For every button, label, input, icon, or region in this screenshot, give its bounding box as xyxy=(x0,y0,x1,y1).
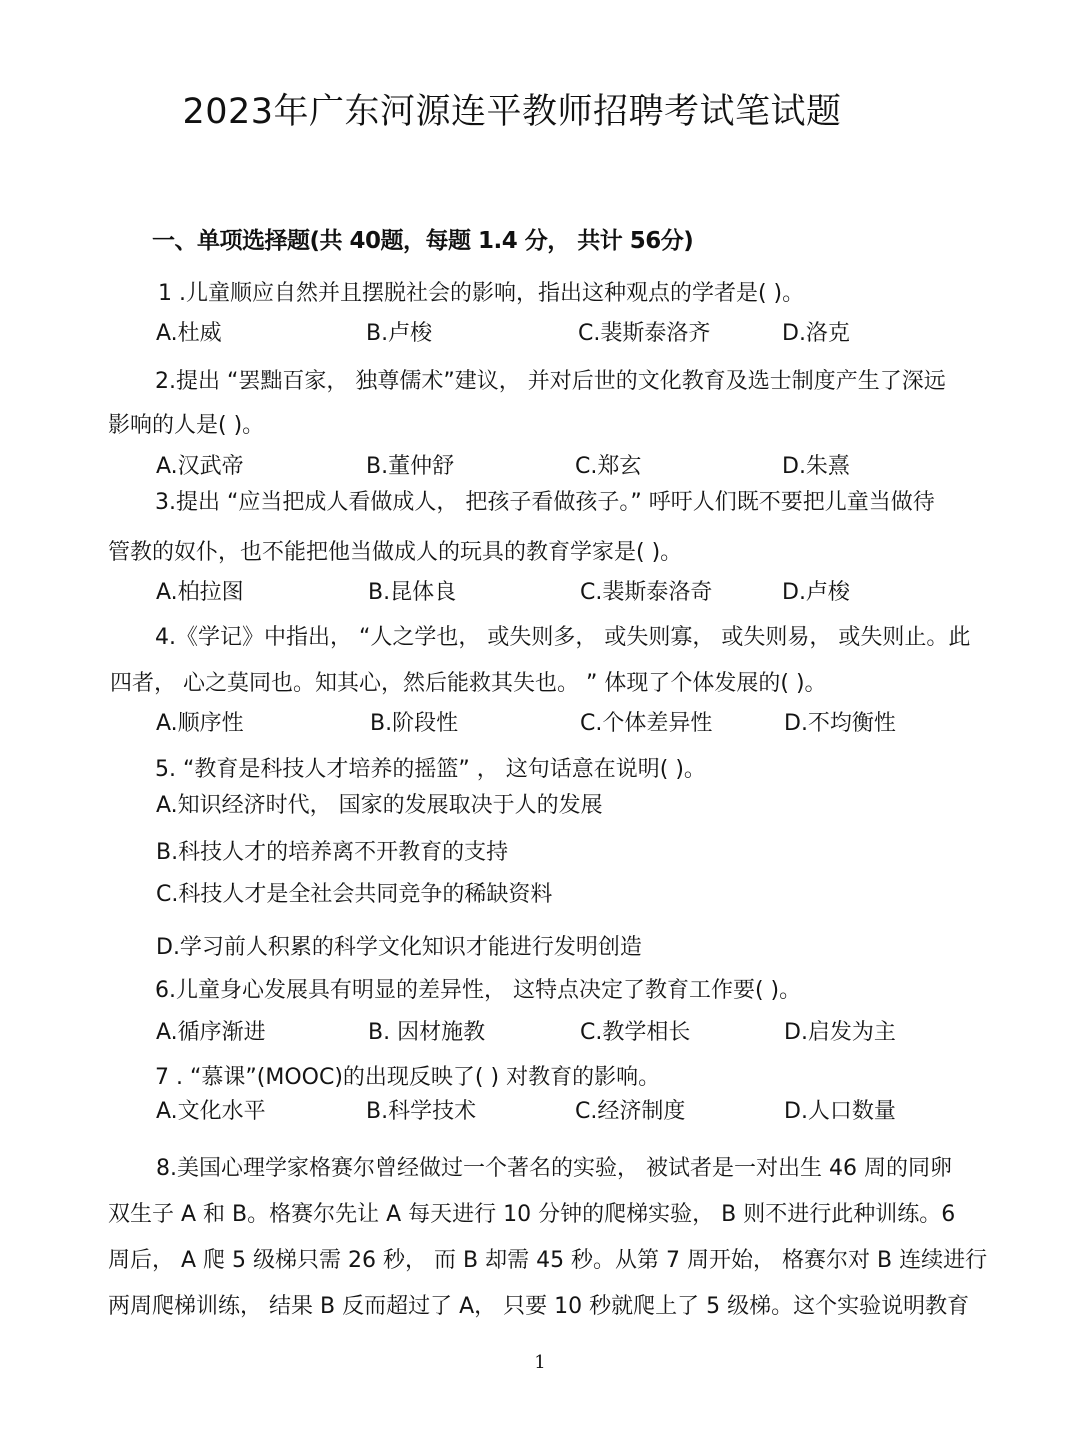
question-3-stem-line-2: 管教的奴仆，也不能把他当做成人的玩具的教育学家是( )。 xyxy=(108,540,683,565)
question-4-option-a: A.顺序性 xyxy=(156,711,244,736)
question-6-option-d: D.启发为主 xyxy=(784,1020,896,1045)
question-8-line-1: 8.美国心理学家格赛尔曾经做过一个著名的实验， 被试者是一对出生 46 周的同卵 xyxy=(156,1156,952,1181)
question-2-option-c: C.郑玄 xyxy=(575,454,642,479)
question-2-stem-line-1: 2.提出 “罢黜百家， 独尊儒术”建议， 并对后世的文化教育及选士制度产生了深远 xyxy=(155,369,946,394)
question-8-line-4: 两周爬梯训练， 结果 B 反而超过了 A， 只要 10 秒就爬上了 5 级梯。这个实验说明教育 xyxy=(108,1294,970,1319)
question-1-option-d: D.洛克 xyxy=(782,321,850,346)
question-2-option-b: B.董仲舒 xyxy=(366,454,455,479)
question-4-stem-line-1: 4.《学记》中指出， “人之学也， 或失则多， 或失则寡， 或失则易， 或失则止。此 xyxy=(155,625,971,650)
question-6-option-a: A.循序渐进 xyxy=(156,1020,266,1045)
question-3-option-b: B.昆体良 xyxy=(368,580,457,605)
question-6-stem: 6.儿童身心发展具有明显的差异性， 这特点决定了教育工作要( )。 xyxy=(155,978,802,1003)
section-heading: 一、单项选择题(共 40题，每题 1.4 分， 共计 56分) xyxy=(152,228,694,254)
question-7-option-b: B.科学技术 xyxy=(366,1099,477,1124)
question-2-option-a: A.汉武帝 xyxy=(156,454,244,479)
question-5-option-a: A.知识经济时代， 国家的发展取决于人的发展 xyxy=(156,793,603,818)
question-2-stem-line-2: 影响的人是( )。 xyxy=(108,413,265,438)
question-8-line-3: 周后， A 爬 5 级梯只需 26 秒， 而 B 却需 45 秒。从第 7 周开始， 格赛尔对 B 连续进行 xyxy=(108,1248,988,1273)
question-4-stem-line-2: 四者， 心之莫同也。知其心，然后能救其失也。 ” 体现了个体发展的( )。 xyxy=(110,671,827,696)
question-4-option-c: C.个体差异性 xyxy=(580,711,713,736)
question-6-option-c: C.教学相长 xyxy=(580,1020,691,1045)
question-3-option-c: C.裴斯泰洛奇 xyxy=(580,580,713,605)
question-1-option-b: B.卢梭 xyxy=(366,321,433,346)
question-4-option-d: D.不均衡性 xyxy=(784,711,896,736)
question-5-option-b: B.科技人才的培养离不开教育的支持 xyxy=(156,840,509,865)
question-7-option-d: D.人口数量 xyxy=(784,1099,896,1124)
question-5-stem: 5. “教育是科技人才培养的摇篮” ， 这句话意在说明( )。 xyxy=(155,757,706,782)
question-7-stem: 7 . “慕课”(MOOC)的出现反映了( ) 对教育的影响。 xyxy=(155,1065,661,1090)
question-3-option-d: D.卢梭 xyxy=(782,580,850,605)
question-1-option-a: A.杜威 xyxy=(156,321,222,346)
page-title: 2023年广东河源连平教师招聘考试笔试题 xyxy=(182,92,842,132)
question-3-stem-line-1: 3.提出 “应当把成人看做成人， 把孩子看做孩子。” 呼吁人们既不要把儿童当做待 xyxy=(155,490,935,515)
question-4-option-b: B.阶段性 xyxy=(370,711,459,736)
question-1-option-c: C.裴斯泰洛齐 xyxy=(578,321,711,346)
question-5-option-c: C.科技人才是全社会共同竞争的稀缺资料 xyxy=(156,882,553,907)
question-3-option-a: A.柏拉图 xyxy=(156,580,244,605)
question-1-stem: 1 .儿童顺应自然并且摆脱社会的影响，指出这种观点的学者是( )。 xyxy=(158,281,805,306)
question-6-option-b: B. 因材施教 xyxy=(368,1020,486,1045)
question-5-option-d: D.学习前人积累的科学文化知识才能进行发明创造 xyxy=(156,935,642,960)
question-2-option-d: D.朱熹 xyxy=(782,454,850,479)
page-number: 1 xyxy=(534,1352,546,1373)
question-7-option-a: A.文化水平 xyxy=(156,1099,266,1124)
question-8-line-2: 双生子 A 和 B。格赛尔先让 A 每天进行 10 分钟的爬梯实验， B 则不进行此种训练。6 xyxy=(108,1202,956,1227)
question-7-option-c: C.经济制度 xyxy=(575,1099,686,1124)
